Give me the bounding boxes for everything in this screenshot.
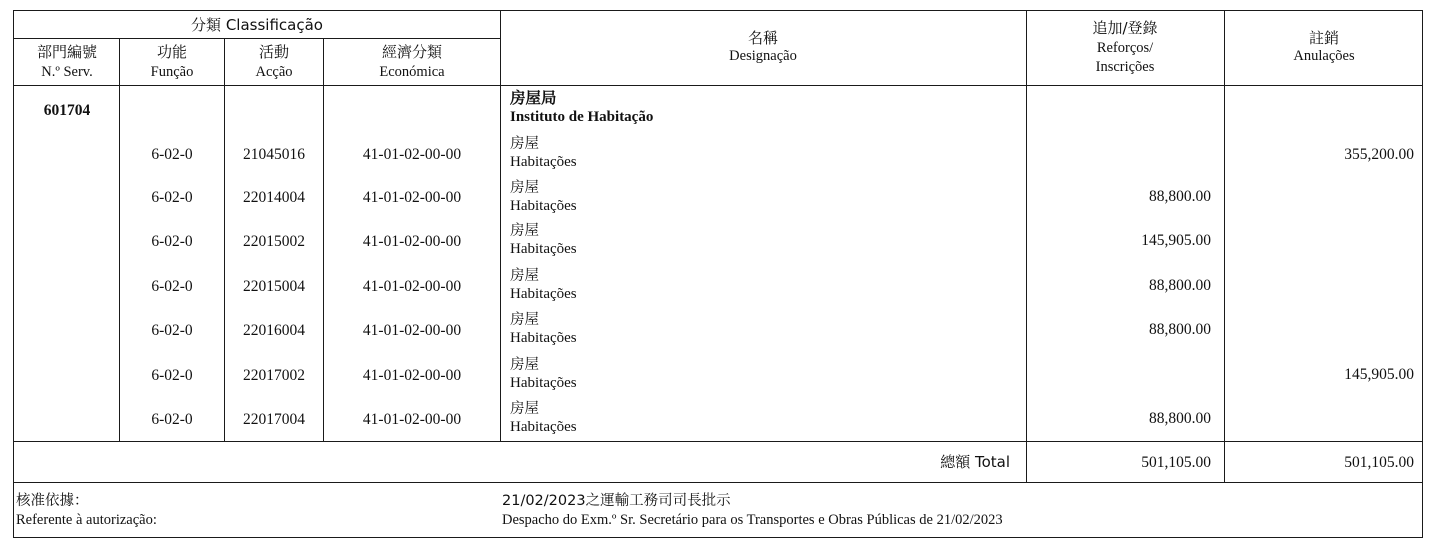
funcao-header-zh: 功能 bbox=[156, 43, 188, 61]
authorization-value-pt: Despacho do Exm.º Sr. Secretário para os Transportes e Obras Públicas de 21/02/2023 bbox=[502, 512, 1003, 528]
authorization-label-zh: 核准依據： bbox=[16, 493, 89, 509]
row-funcao: 6-02-0 bbox=[151, 367, 193, 384]
row-name-zh: 房屋 bbox=[510, 312, 539, 328]
row-economica: 41-01-02-00-00 bbox=[362, 411, 462, 428]
anulacoes-header-pt: Anulações bbox=[1293, 48, 1355, 64]
row-funcao: 6-02-0 bbox=[151, 278, 193, 295]
row-funcao: 6-02-0 bbox=[151, 411, 193, 428]
row-economica: 41-01-02-00-00 bbox=[362, 367, 462, 384]
anulacoes-header-zh: 註銷 bbox=[1308, 29, 1340, 47]
row-economica: 41-01-02-00-00 bbox=[362, 233, 462, 250]
row-reforcos: 88,800.00 bbox=[1149, 321, 1211, 338]
row-name-pt: Habitações bbox=[510, 241, 577, 257]
reforcos-header-pt2: Inscrições bbox=[1095, 59, 1155, 75]
row-anulacoes: 355,200.00 bbox=[1344, 146, 1414, 163]
row-accao: 22014004 bbox=[243, 189, 305, 206]
row-economica: 41-01-02-00-00 bbox=[362, 146, 462, 163]
row-name-pt: Habitações bbox=[510, 419, 577, 435]
row-accao: 22017002 bbox=[243, 367, 305, 384]
accao-header-zh: 活動 bbox=[258, 43, 290, 61]
service-code: 601704 bbox=[43, 102, 91, 119]
total-reforcos: 501,105.00 bbox=[1141, 454, 1211, 471]
row-accao: 22017004 bbox=[243, 411, 305, 428]
row-anulacoes: 145,905.00 bbox=[1344, 366, 1414, 383]
row-accao: 22015002 bbox=[243, 233, 305, 250]
row-funcao: 6-02-0 bbox=[151, 146, 193, 163]
designacao-header-pt: Designação bbox=[729, 48, 797, 64]
row-name-zh: 房屋 bbox=[510, 401, 539, 417]
col-rule-accao bbox=[323, 38, 324, 441]
col-rule-designacao bbox=[1026, 11, 1027, 482]
authorization-label-pt: Referente à autorização: bbox=[16, 512, 157, 528]
accao-header-pt: Acção bbox=[255, 64, 293, 80]
col-rule-serv bbox=[119, 38, 120, 441]
rule-total-top bbox=[14, 441, 1422, 442]
row-name-pt: Habitações bbox=[510, 286, 577, 302]
row-reforcos: 88,800.00 bbox=[1149, 410, 1211, 427]
row-accao: 22016004 bbox=[243, 322, 305, 339]
row-name-zh: 房屋 bbox=[510, 268, 539, 284]
row-reforcos: 88,800.00 bbox=[1149, 188, 1211, 205]
row-name-zh: 房屋 bbox=[510, 136, 539, 152]
serv-header-pt: N.º Serv. bbox=[41, 64, 93, 80]
row-economica: 41-01-02-00-00 bbox=[362, 278, 462, 295]
row-name-pt: Habitações bbox=[510, 154, 577, 170]
row-name-pt: Habitações bbox=[510, 330, 577, 346]
row-accao: 22015004 bbox=[243, 278, 305, 295]
service-name-pt: Instituto de Habitação bbox=[510, 109, 654, 125]
rule-header-bottom bbox=[14, 85, 1422, 86]
service-name-zh: 房屋局 bbox=[510, 89, 557, 107]
reforcos-header-zh: 追加/登錄 bbox=[1092, 19, 1158, 37]
col-rule-economica bbox=[500, 11, 501, 441]
total-anulacoes: 501,105.00 bbox=[1344, 454, 1414, 471]
row-name-zh: 房屋 bbox=[510, 180, 539, 196]
row-name-zh: 房屋 bbox=[510, 357, 539, 373]
row-economica: 41-01-02-00-00 bbox=[362, 189, 462, 206]
reforcos-header-pt1: Reforços/ bbox=[1096, 40, 1154, 56]
classification-header: 分類 Classificação bbox=[191, 16, 323, 34]
row-name-zh: 房屋 bbox=[510, 223, 539, 239]
row-economica: 41-01-02-00-00 bbox=[362, 322, 462, 339]
row-accao: 21045016 bbox=[243, 146, 305, 163]
row-funcao: 6-02-0 bbox=[151, 233, 193, 250]
row-funcao: 6-02-0 bbox=[151, 322, 193, 339]
row-name-pt: Habitações bbox=[510, 198, 577, 214]
row-funcao: 6-02-0 bbox=[151, 189, 193, 206]
economica-header-pt: Económica bbox=[379, 64, 445, 80]
row-reforcos: 145,905.00 bbox=[1141, 232, 1211, 249]
funcao-header-pt: Função bbox=[150, 64, 194, 80]
col-rule-funcao bbox=[224, 38, 225, 441]
col-rule-reforcos bbox=[1224, 11, 1225, 482]
rule-classification-sub bbox=[14, 38, 500, 39]
rule-total-bottom bbox=[14, 482, 1422, 483]
economica-header-zh: 經濟分類 bbox=[381, 43, 443, 61]
row-name-pt: Habitações bbox=[510, 375, 577, 391]
budget-table bbox=[13, 10, 1423, 538]
total-label: 總額 Total bbox=[940, 453, 1010, 471]
serv-header-zh: 部門編號 bbox=[36, 43, 98, 61]
designacao-header-zh: 名稱 bbox=[747, 29, 779, 47]
authorization-value-zh: 21/02/2023之運輸工務司司長批示 bbox=[502, 493, 731, 509]
row-reforcos: 88,800.00 bbox=[1149, 277, 1211, 294]
